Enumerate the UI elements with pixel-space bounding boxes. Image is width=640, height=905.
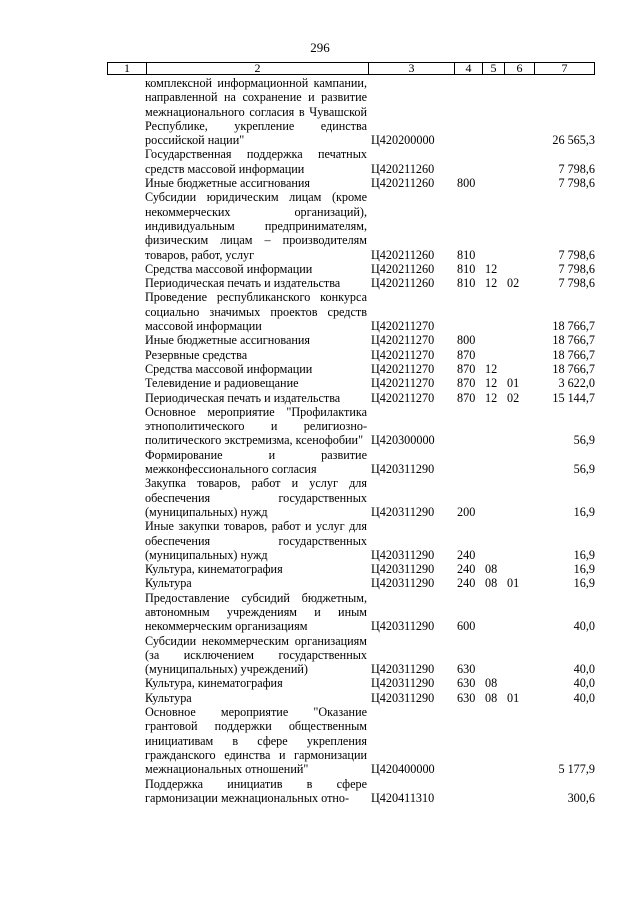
row-expense-type-cell: 870	[457, 361, 476, 376]
row-expense-type-cell: 800	[457, 176, 476, 191]
row-name-cell: Иные бюджетные ассигнования	[145, 176, 311, 191]
table-row	[107, 476, 595, 519]
row-code-cell: Ц420311290	[371, 462, 435, 477]
row-expense-type-cell: 870	[457, 376, 476, 391]
row-subsection-cell	[507, 262, 537, 276]
row-subsection-cell	[507, 705, 537, 776]
row-section-cell	[485, 190, 507, 261]
row-expense-type-cell: 240	[457, 547, 476, 562]
row-expense-type-cell: 240	[457, 562, 476, 577]
row-section-cell	[485, 405, 507, 448]
row-section-cell: 12	[485, 261, 498, 276]
row-sum-cell: 40,0	[573, 690, 595, 705]
row-subsection-cell	[507, 290, 537, 333]
row-code-cell: Ц420311290	[371, 576, 435, 591]
row-expense-type-cell: 870	[457, 347, 476, 362]
row-code-cell: Ц420211260	[371, 176, 435, 191]
row-name-cell: Средства массовой информации	[145, 261, 313, 276]
row-section-cell	[485, 290, 507, 333]
row-code-cell: Ц420311290	[371, 662, 435, 677]
row-code-cell: Ц420311290	[371, 690, 435, 705]
row-section-cell: 08	[485, 676, 498, 691]
table-header	[107, 62, 595, 75]
table-row	[107, 519, 595, 562]
row-name-cell: Телевидение и радиовещание	[145, 376, 299, 391]
row-number-cell	[107, 333, 145, 347]
row-sum-cell: 15 144,7	[552, 390, 595, 405]
row-code-cell: Ц420211270	[371, 347, 435, 362]
row-expense-type-cell: 800	[457, 333, 476, 348]
table-row	[107, 448, 595, 477]
table-row	[107, 76, 595, 147]
row-section-cell	[485, 705, 507, 776]
row-expense-type-cell: 810	[457, 276, 476, 291]
row-number-cell	[107, 176, 145, 190]
row-expense-type-cell: 240	[457, 576, 476, 591]
row-name-cell: Предоставление субсидий бюджетным, автономным учреждениям и иным некоммерческим организациям	[145, 590, 367, 634]
row-name-cell: Культура	[145, 576, 192, 591]
row-subsection-cell	[507, 405, 537, 448]
table-row	[107, 676, 595, 690]
row-name-cell: Закупка товаров, работ и услуг для обеспечения государственных (муниципальных) нужд	[145, 476, 367, 519]
row-number-cell	[107, 705, 145, 776]
row-name-cell: Субсидии некоммерческим организациям (за исключением государственных (муниципальных) учреждений)	[145, 633, 367, 677]
row-subsection-cell: 01	[507, 690, 520, 705]
row-sum-cell: 7 798,6	[558, 176, 595, 191]
row-number-cell	[107, 262, 145, 276]
row-section-cell	[485, 448, 507, 477]
row-section-cell	[485, 777, 507, 806]
row-number-cell	[107, 362, 145, 376]
row-name-cell: Формирование и развитие межконфессионального согласия	[145, 447, 367, 477]
row-sum-cell: 16,9	[573, 576, 595, 591]
row-code-cell: Ц420311290	[371, 504, 435, 519]
row-sum-cell: 40,0	[573, 662, 595, 677]
row-subsection-cell	[507, 676, 537, 690]
row-expense-type-cell	[457, 405, 485, 448]
row-sum-cell: 26 565,3	[552, 133, 595, 148]
row-name-cell: Основное мероприятие "Профилактика этнополитического и религиозно-политического экстремизма, ксенофобии"	[145, 404, 367, 448]
row-code-cell: Ц420211270	[371, 319, 435, 334]
row-name-cell: Поддержка инициатив в сфере гармонизации межнациональных отно-	[145, 776, 367, 805]
row-expense-type-cell: 870	[457, 390, 476, 405]
header-col-3: 3	[368, 63, 454, 74]
row-section-cell	[485, 591, 507, 634]
row-number-cell	[107, 348, 145, 362]
row-subsection-cell	[507, 591, 537, 634]
table-row	[107, 576, 595, 590]
row-section-cell	[485, 76, 507, 147]
row-section-cell: 08	[485, 576, 498, 591]
row-number-cell	[107, 576, 145, 590]
row-expense-type-cell	[457, 76, 485, 147]
row-subsection-cell	[507, 777, 537, 806]
row-code-cell: Ц420411310	[371, 790, 435, 805]
header-col-1: 1	[124, 61, 130, 75]
row-number-cell	[107, 376, 145, 390]
row-sum-cell: 16,9	[573, 547, 595, 562]
row-name-cell: Периодическая печать и издательства	[145, 390, 341, 405]
row-name-cell: Периодическая печать и издательства	[145, 276, 341, 291]
row-sum-cell: 40,0	[573, 676, 595, 691]
row-code-cell: Ц420200000	[371, 133, 435, 148]
row-section-cell: 08	[485, 562, 498, 577]
row-subsection-cell	[507, 76, 537, 147]
row-code-cell: Ц420311290	[371, 562, 435, 577]
table-row	[107, 276, 595, 290]
row-name-cell: Культура, кинематография	[145, 676, 283, 691]
table-row	[107, 562, 595, 576]
row-subsection-cell: 02	[507, 390, 520, 405]
row-number-cell	[107, 391, 145, 405]
row-name-cell: Иные бюджетные ассигнования	[145, 333, 311, 348]
row-section-cell	[485, 147, 507, 176]
row-name-cell: Культура	[145, 690, 192, 705]
row-subsection-cell	[507, 634, 537, 677]
header-col-6: 6	[504, 63, 534, 74]
row-sum-cell: 18 766,7	[552, 333, 595, 348]
row-subsection-cell	[507, 348, 537, 362]
row-code-cell: Ц420300000	[371, 433, 435, 448]
row-name-cell: комплексной информационной кампании, направленной на сохранение и развитие межнационального согласия в Чувашской Республике, укрепление единства российской нации"	[145, 76, 367, 148]
row-sum-cell: 7 798,6	[558, 276, 595, 291]
table-row	[107, 405, 595, 448]
row-expense-type-cell	[457, 705, 485, 776]
table-row	[107, 190, 595, 261]
table-row	[107, 147, 595, 176]
row-number-cell	[107, 691, 145, 705]
row-subsection-cell	[507, 147, 537, 176]
row-code-cell: Ц420211270	[371, 390, 435, 405]
row-section-cell: 12	[485, 276, 498, 291]
row-name-cell: Иные закупки товаров, работ и услуг для обеспечения государственных (муниципальных) нужд	[145, 519, 367, 562]
row-subsection-cell: 02	[507, 276, 520, 291]
row-expense-type-cell: 600	[457, 619, 476, 634]
table-row	[107, 333, 595, 347]
row-number-cell	[107, 676, 145, 690]
row-subsection-cell: 01	[507, 576, 520, 591]
header-col-7: 7	[534, 63, 594, 74]
row-name-cell: Субсидии юридическим лицам (кроме некоммерческих организаций), индивидуальным предпринимателям, физическим лицам – производителям товаров, работ, услуг	[145, 190, 367, 262]
table-row	[107, 376, 595, 390]
row-expense-type-cell	[457, 147, 485, 176]
row-section-cell: 12	[485, 376, 498, 391]
row-expense-type-cell	[457, 448, 485, 477]
row-sum-cell: 3 622,0	[558, 376, 595, 391]
row-number-cell	[107, 405, 145, 448]
row-code-cell: Ц420211260	[371, 247, 435, 262]
row-number-cell	[107, 76, 145, 147]
table-row	[107, 591, 595, 634]
row-sum-cell: 300,6	[567, 790, 595, 805]
row-number-cell	[107, 519, 145, 562]
table-row	[107, 705, 595, 776]
table-row	[107, 691, 595, 705]
row-section-cell: 12	[485, 361, 498, 376]
row-sum-cell: 7 798,6	[558, 261, 595, 276]
row-code-cell: Ц420211270	[371, 333, 435, 348]
row-expense-type-cell: 200	[457, 504, 476, 519]
row-section-cell	[485, 476, 507, 519]
row-name-cell: Проведение республиканского конкурса социально значимых проектов средств массовой информации	[145, 290, 367, 334]
budget-table	[107, 76, 595, 805]
row-name-cell: Государственная поддержка печатных средств массовой информации	[145, 147, 367, 176]
row-name-cell: Основное мероприятие "Оказание грантовой поддержки общественным инициативам в сфере укрепления гражданского единства и гармонизации межнациональных отношений"	[145, 705, 367, 777]
row-sum-cell: 7 798,6	[558, 161, 595, 176]
row-code-cell: Ц420211260	[371, 276, 435, 291]
row-expense-type-cell: 810	[457, 261, 476, 276]
row-code-cell: Ц420211270	[371, 361, 435, 376]
row-number-cell	[107, 290, 145, 333]
table-row	[107, 176, 595, 190]
row-number-cell	[107, 634, 145, 677]
row-subsection-cell	[507, 562, 537, 576]
row-subsection-cell	[507, 362, 537, 376]
row-number-cell	[107, 777, 145, 806]
row-subsection-cell: 01	[507, 376, 520, 391]
row-expense-type-cell	[457, 290, 485, 333]
row-number-cell	[107, 591, 145, 634]
row-section-cell	[485, 519, 507, 562]
row-sum-cell: 40,0	[573, 619, 595, 634]
header-col-5: 5	[482, 63, 504, 74]
row-expense-type-cell: 630	[457, 690, 476, 705]
row-code-cell: Ц420211260	[371, 261, 435, 276]
row-section-cell	[485, 634, 507, 677]
row-expense-type-cell	[457, 777, 485, 806]
header-col-2: 2	[146, 63, 368, 74]
table-row	[107, 777, 595, 806]
row-number-cell	[107, 562, 145, 576]
row-number-cell	[107, 476, 145, 519]
table-row	[107, 391, 595, 405]
row-sum-cell: 56,9	[573, 433, 595, 448]
row-subsection-cell	[507, 176, 537, 190]
row-sum-cell: 16,9	[573, 504, 595, 519]
row-expense-type-cell: 810	[457, 247, 476, 262]
row-subsection-cell	[507, 476, 537, 519]
row-section-cell: 08	[485, 690, 498, 705]
table-row	[107, 262, 595, 276]
table-row	[107, 634, 595, 677]
table-row	[107, 290, 595, 333]
budget-table-body	[107, 76, 595, 805]
row-code-cell: Ц420400000	[371, 762, 435, 777]
row-number-cell	[107, 276, 145, 290]
row-subsection-cell	[507, 519, 537, 562]
row-sum-cell: 7 798,6	[558, 247, 595, 262]
row-subsection-cell	[507, 448, 537, 477]
row-code-cell: Ц420311290	[371, 676, 435, 691]
row-number-cell	[107, 190, 145, 261]
table-row	[107, 362, 595, 376]
row-code-cell: Ц420311290	[371, 619, 435, 634]
row-sum-cell: 5 177,9	[558, 762, 595, 777]
row-name-cell: Культура, кинематография	[145, 562, 283, 577]
row-sum-cell: 18 766,7	[552, 361, 595, 376]
header-col-4: 4	[454, 63, 482, 74]
row-section-cell: 12	[485, 390, 498, 405]
row-code-cell: Ц420311290	[371, 547, 435, 562]
table-row	[107, 348, 595, 362]
row-section-cell	[485, 176, 507, 190]
row-subsection-cell	[507, 190, 537, 261]
row-name-cell: Средства массовой информации	[145, 361, 313, 376]
row-sum-cell: 16,9	[573, 562, 595, 577]
row-number-cell	[107, 448, 145, 477]
row-sum-cell: 18 766,7	[552, 319, 595, 334]
row-sum-cell: 56,9	[573, 462, 595, 477]
row-subsection-cell	[507, 333, 537, 347]
row-section-cell	[485, 348, 507, 362]
row-code-cell: Ц420211260	[371, 161, 435, 176]
row-expense-type-cell: 630	[457, 662, 476, 677]
row-section-cell	[485, 333, 507, 347]
row-code-cell: Ц420211270	[371, 376, 435, 391]
row-number-cell	[107, 147, 145, 176]
row-name-cell: Резервные средства	[145, 347, 248, 362]
row-sum-cell: 18 766,7	[552, 347, 595, 362]
page-number: 296	[310, 40, 330, 55]
row-expense-type-cell: 630	[457, 676, 476, 691]
